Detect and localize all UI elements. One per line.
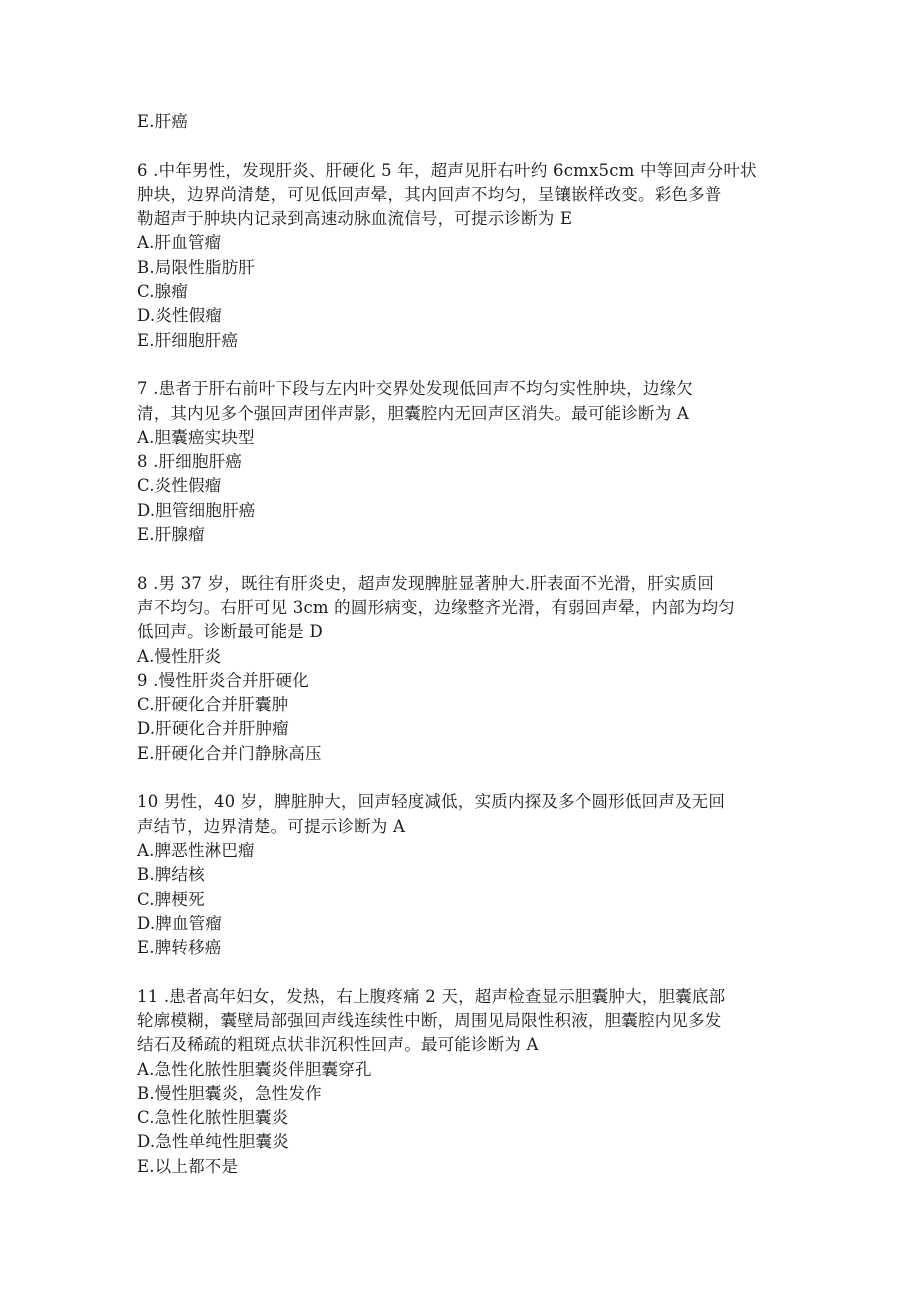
question-text-line: 结石及稀疏的粗斑点状非沉积性回声。最可能诊断为 A <box>137 1035 539 1055</box>
question-7 <box>137 377 787 547</box>
option-c: C.肝硬化合并肝囊肿 <box>137 695 289 715</box>
block-gap <box>137 960 787 984</box>
option-d: D.急性单纯性胆囊炎 <box>137 1132 289 1152</box>
question-text-line: 肿块，边界尚清楚，可见低回声晕，其内回声不均匀，呈镶嵌样改变。彩色多普 <box>137 184 722 204</box>
option-e: E.脾转移癌 <box>137 938 222 958</box>
block-gap <box>137 547 787 571</box>
option-b: B.慢性胆囊炎，急性发作 <box>137 1083 322 1103</box>
option-a: A.肝血管瘤 <box>137 233 222 253</box>
block-gap <box>137 353 787 377</box>
question-text-line: 低回声。诊断最可能是 D <box>137 622 323 642</box>
option-b: 8 .肝细胞肝癌 <box>137 452 243 472</box>
question-text-line: 轮廓模糊，囊壁局部强回声线连续性中断，周围见局限性积液，胆囊腔内见多发 <box>137 1010 722 1030</box>
block-gap <box>137 766 787 790</box>
option-d: D.胆管细胞肝癌 <box>137 500 256 520</box>
question-text-line: 11 .患者高年妇女，发热，右上腹疼痛 2 天，超声检查显示胆囊肿大，胆囊底部 <box>137 986 726 1006</box>
option-d: D.脾血管瘤 <box>137 913 223 933</box>
option-a: A.脾恶性淋巴瘤 <box>137 840 255 860</box>
option-e: E.以上都不是 <box>137 1156 239 1176</box>
option-a: A.胆囊癌实块型 <box>137 427 255 447</box>
option-a: A.急性化脓性胆囊炎伴胆囊穿孔 <box>137 1059 372 1079</box>
question-10 <box>137 790 787 960</box>
question-text-line: 8 .男 37 岁，既往有肝炎史，超声发现脾脏显著肿大.肝表面不光滑，肝实质回 <box>137 573 715 593</box>
option-e: E.肝细胞肝癌 <box>137 330 239 350</box>
option-c: C.急性化脓性胆囊炎 <box>137 1108 289 1128</box>
question-text-line: 10 男性，40 岁，脾脏肿大，回声轻度减低，实质内探及多个圆形低回声及无回 <box>137 792 726 812</box>
option-b: 9 .慢性肝炎合并肝硬化 <box>137 670 309 690</box>
question-text-line: 声结节，边界清楚。可提示诊断为 A <box>137 816 406 836</box>
option-line: E.肝癌 <box>137 112 189 131</box>
question-text-line: 7 .患者于肝右前叶下段与左内叶交界处发现低回声不均匀实性肿块，边缘欠 <box>137 379 693 399</box>
question-8 <box>137 572 787 766</box>
option-c: C.脾梗死 <box>137 889 205 909</box>
option-d: D.肝硬化合并肝肿瘤 <box>137 719 289 739</box>
answer-fragment-block <box>137 110 787 134</box>
question-text-line: 勒超声于肿块内记录到高速动脉血流信号，可提示诊断为 E <box>137 209 573 229</box>
question-text-line: 声不均匀。右肝可见 3cm 的圆形病变，边缘整齐光滑，有弱回声晕，内部为均匀 <box>137 597 735 617</box>
question-text-line: 清，其内见多个强回声团伴声影，胆囊腔内无回声区消失。最可能诊断为 A <box>137 403 689 423</box>
question-11 <box>137 985 787 1179</box>
question-6 <box>137 159 787 353</box>
question-text-line: 6 .中年男性，发现肝炎、肝硬化 5 年，超声见肝右叶约 6cmx5cm 中等回声分叶状 <box>137 160 757 180</box>
document-page <box>137 110 787 1179</box>
option-b: B.脾结核 <box>137 865 205 885</box>
option-d: D.炎性假瘤 <box>137 306 223 326</box>
option-e: E.肝硬化合并门静脉高压 <box>137 743 322 763</box>
option-e: E.肝腺瘤 <box>137 525 205 545</box>
option-c: C.炎性假瘤 <box>137 476 222 496</box>
option-a: A.慢性肝炎 <box>137 646 222 666</box>
block-gap <box>137 134 787 158</box>
option-c: C.腺瘤 <box>137 282 189 302</box>
option-b: B.局限性脂肪肝 <box>137 257 255 277</box>
